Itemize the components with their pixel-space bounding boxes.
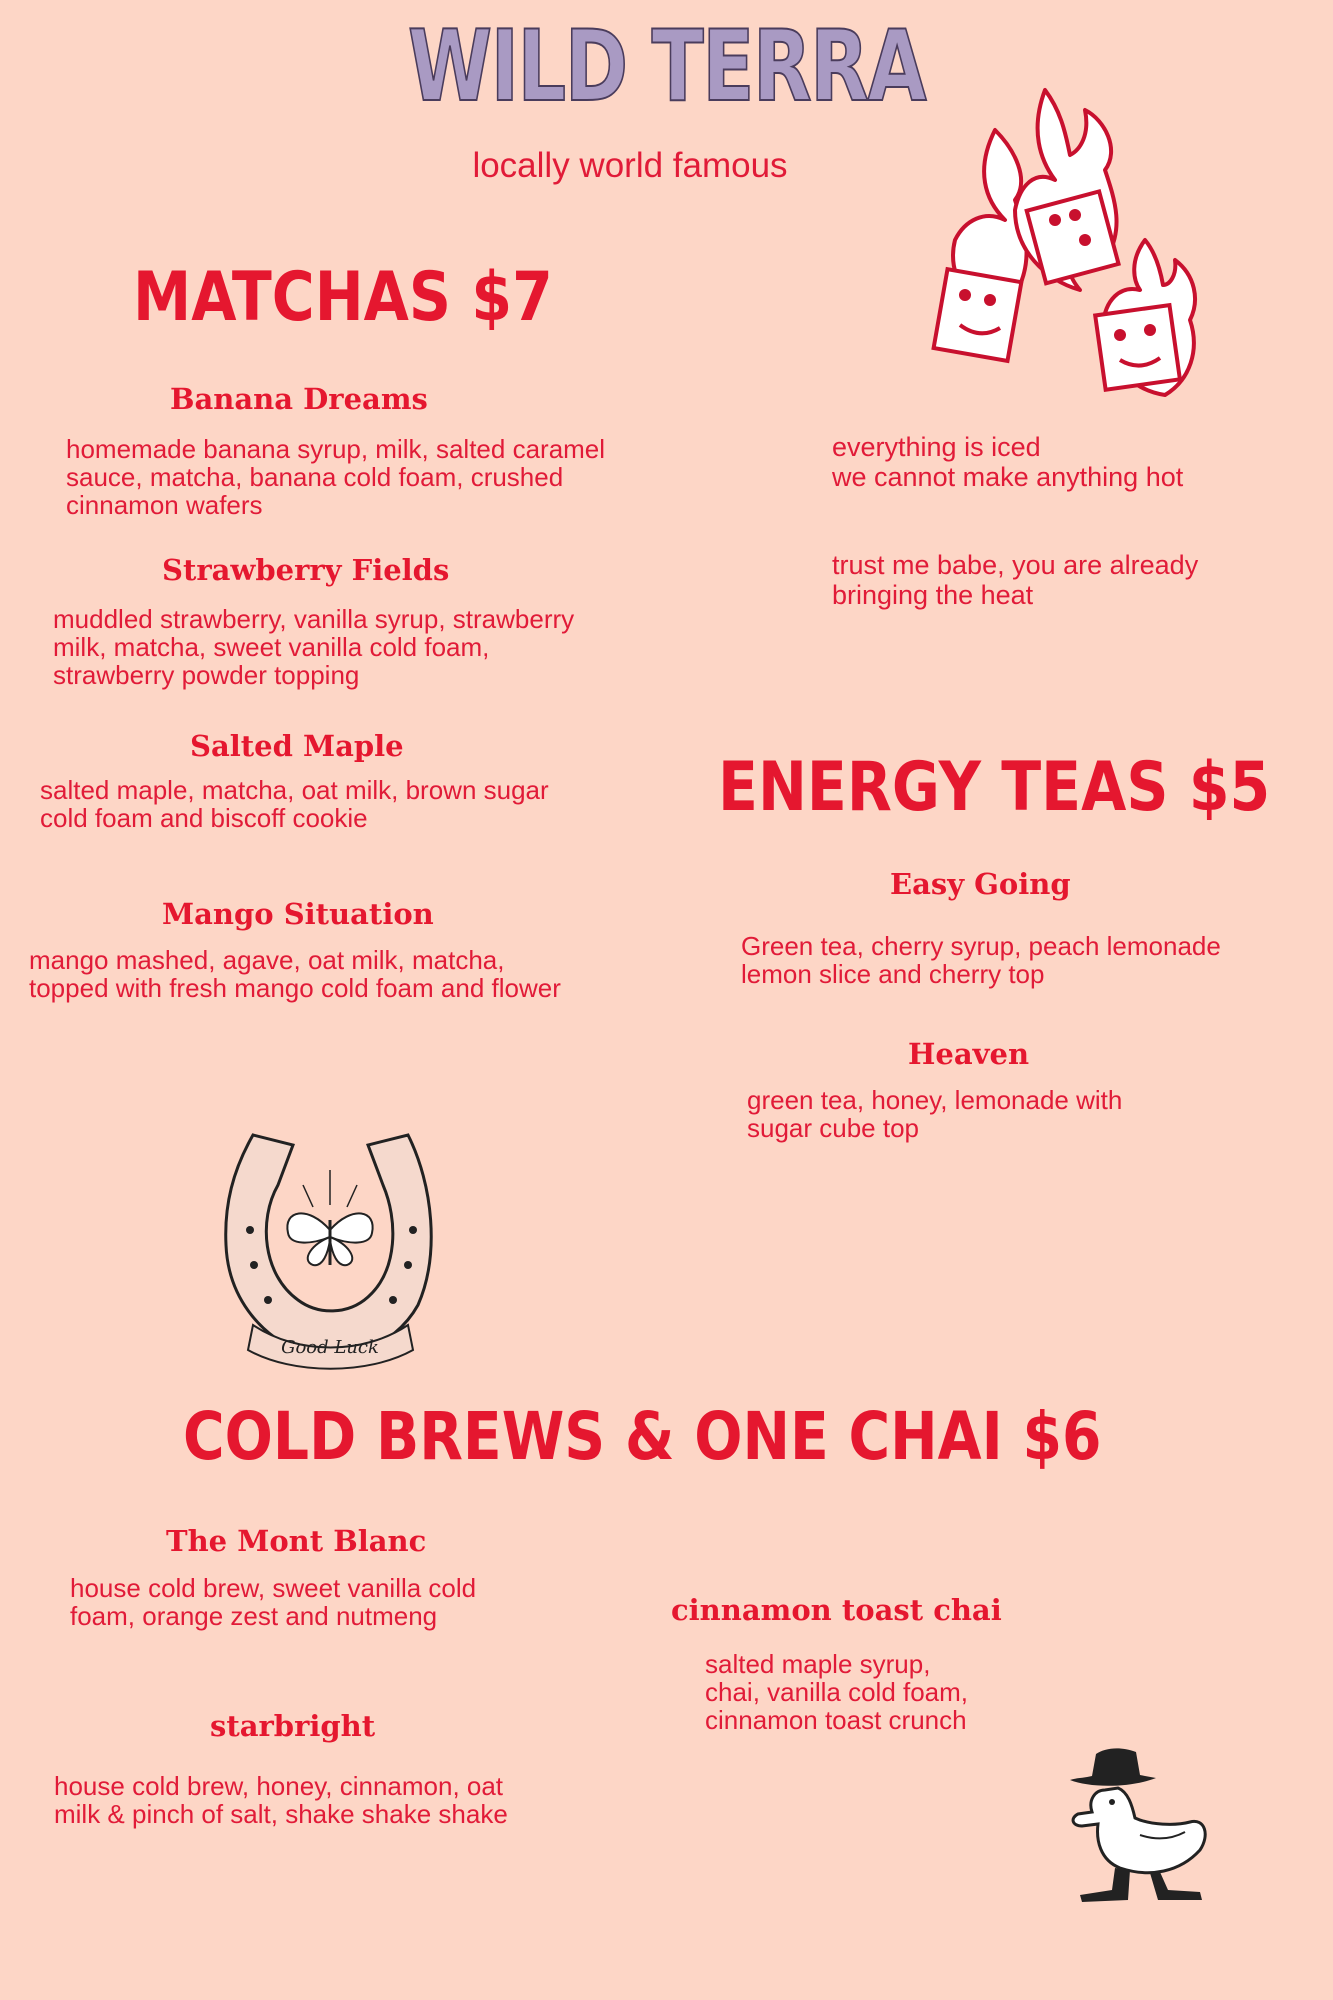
menu-item-desc: green tea, honey, lemonade with sugar cube top [747, 1085, 1123, 1143]
cowboy-duck-icon [1060, 1740, 1220, 1905]
menu-item-name: Mango Situation [162, 897, 434, 931]
horseshoe-text: Good Luck [281, 1337, 379, 1358]
menu-item-name: The Mont Blanc [166, 1524, 427, 1558]
brand-title: WILD TERRA [407, 10, 926, 124]
menu-item-desc: house cold brew, sweet vanilla cold foam, orange zest and nutmeng [70, 1573, 477, 1631]
energy-heading: ENERGY TEAS $5 [718, 748, 1271, 827]
menu-item-name: cinnamon toast chai [671, 1593, 1002, 1627]
menu-item-desc: muddled strawberry, vanilla syrup, strawberry milk, matcha, sweet vanilla cold foam, strawberry powder topping [53, 604, 575, 690]
menu-item-desc: Green tea, cherry syrup, peach lemonade lemon slice and cherry top [741, 931, 1221, 989]
note-iced: everything is iced we cannot make anything hot [832, 432, 1184, 492]
flaming-dice-icon [915, 90, 1205, 410]
matchas-heading: MATCHAS $7 [133, 258, 553, 337]
menu-item-name: Salted Maple [190, 729, 404, 763]
coldbrews-heading: COLD BREWS & ONE CHAI $6 [183, 1398, 1102, 1475]
menu-item-desc: salted maple syrup, chai, vanilla cold foam, cinnamon toast crunch [705, 1649, 969, 1735]
menu-item-name: starbright [210, 1709, 376, 1743]
menu-item-name: Heaven [908, 1037, 1030, 1071]
menu-item-desc: salted maple, matcha, oat milk, brown sugar cold foam and biscoff cookie [40, 775, 549, 833]
menu-item-name: Strawberry Fields [162, 553, 450, 587]
note-heat: trust me babe, you are already bringing the heat [832, 550, 1199, 610]
horseshoe-butterfly-icon [218, 1125, 443, 1375]
menu-item-name: Easy Going [890, 867, 1071, 901]
brand-tagline: locally world famous [472, 146, 788, 185]
menu-item-desc: mango mashed, agave, oat milk, matcha, topped with fresh mango cold foam and flower [29, 945, 561, 1003]
menu-item-desc: house cold brew, honey, cinnamon, oat milk & pinch of salt, shake shake shake [54, 1771, 508, 1829]
menu-item-name: Banana Dreams [170, 382, 428, 416]
menu-item-desc: homemade banana syrup, milk, salted caramel sauce, matcha, banana cold foam, crushed cinnamon wafers [66, 434, 606, 520]
